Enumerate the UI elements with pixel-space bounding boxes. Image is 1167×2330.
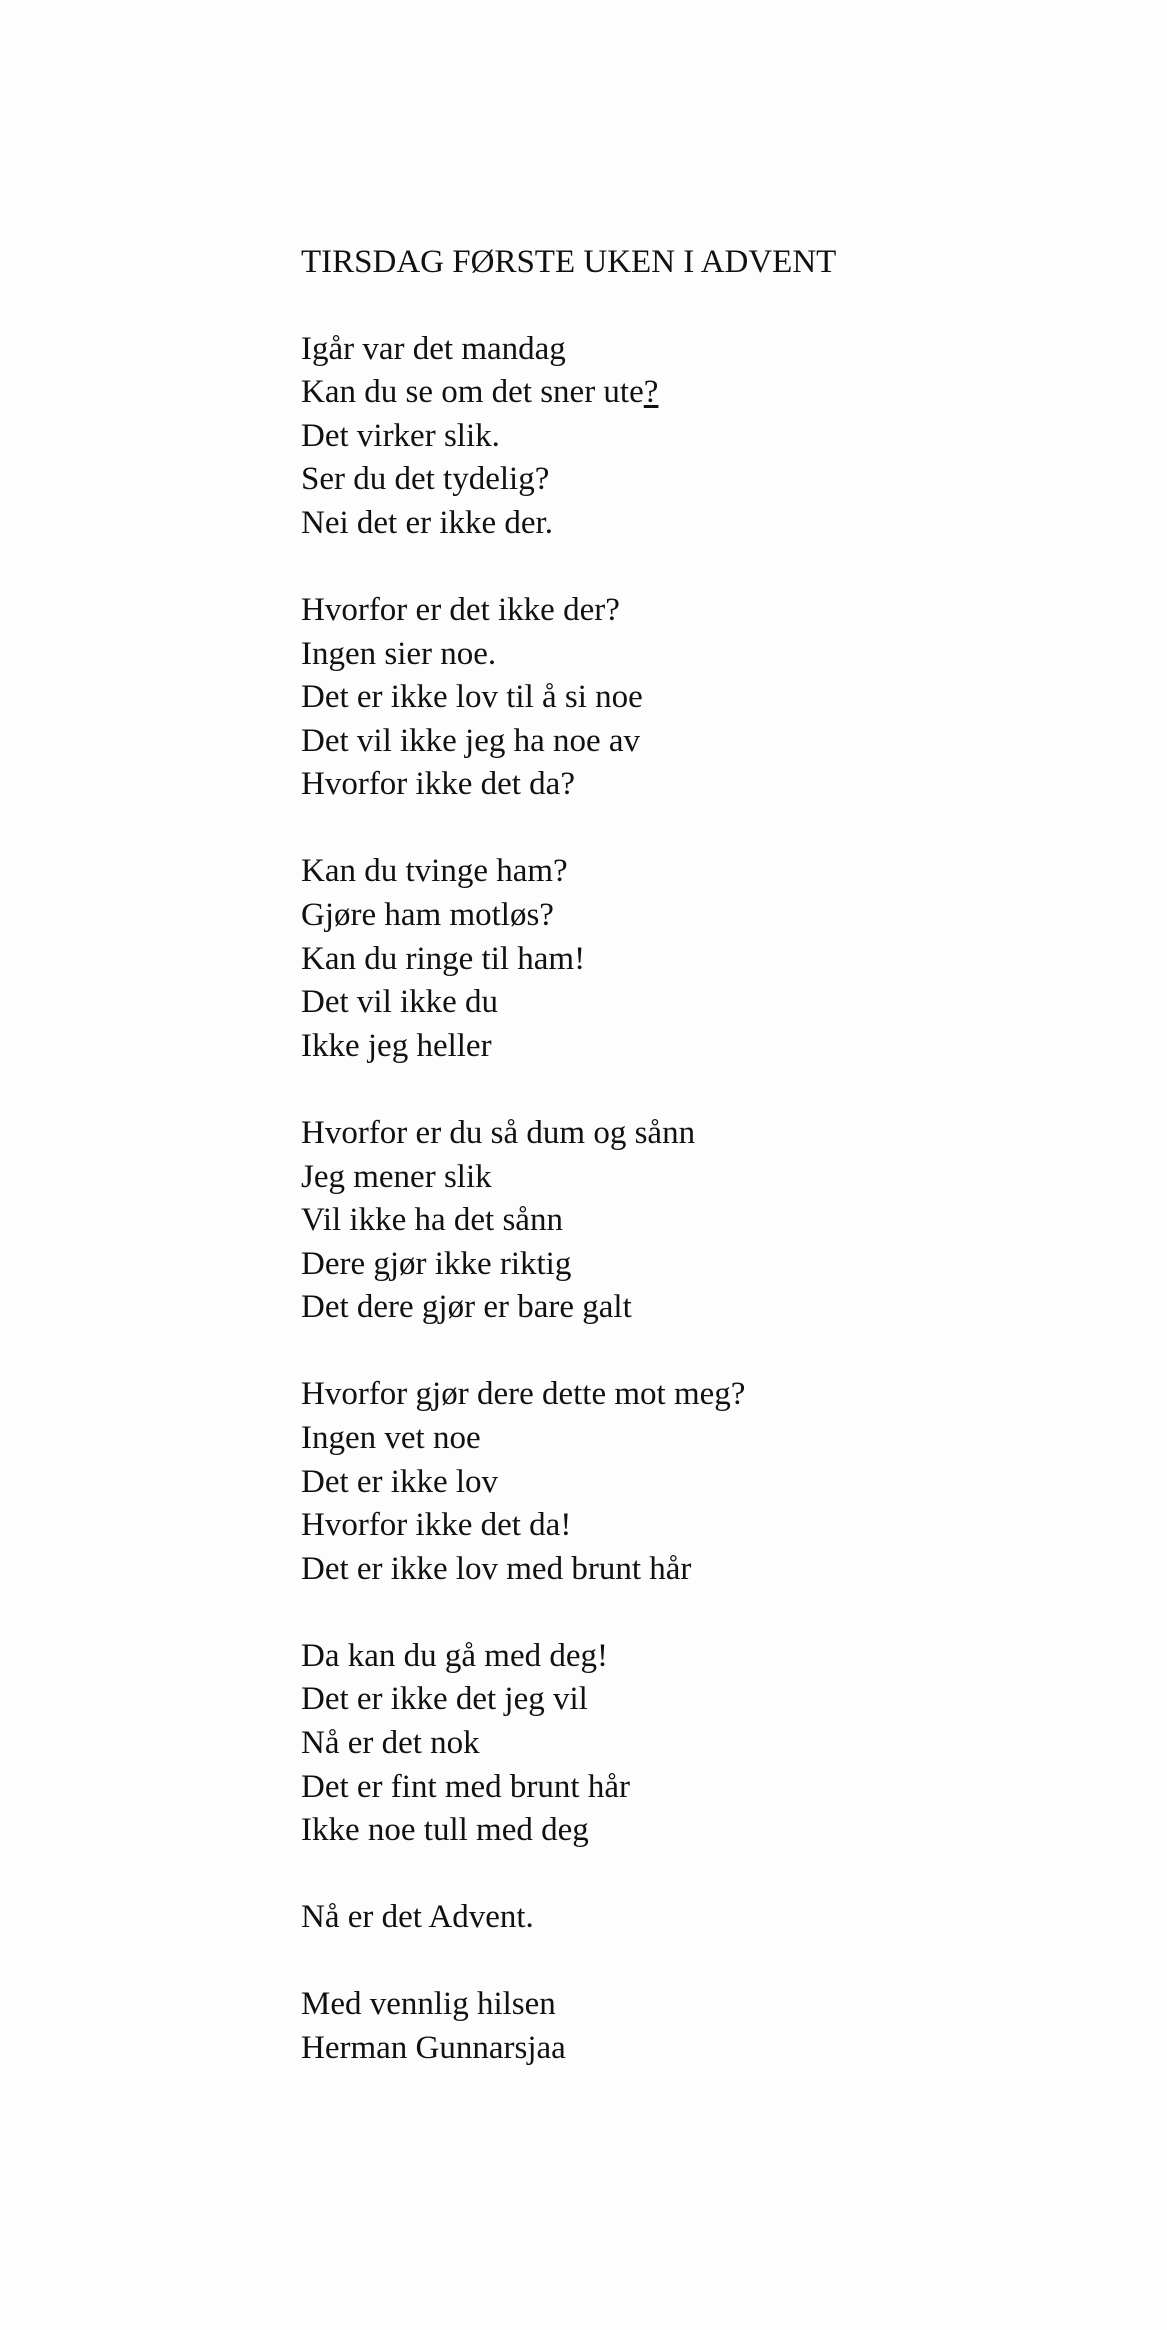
stanza-4 (301, 1112, 1081, 1330)
poem-line: Nå er det Advent. (301, 1899, 534, 1936)
signature-block (301, 1983, 1081, 2070)
poem-line: Hvorfor ikke det da? (301, 766, 575, 803)
poem-line: Hvorfor ikke det da! (301, 1507, 572, 1544)
poem-line: Dere gjør ikke riktig (301, 1245, 572, 1282)
poem-line: Det er ikke lov (301, 1463, 499, 1500)
poem-line: Gjøre ham motløs? (301, 897, 554, 934)
stanza-6 (301, 1635, 1081, 1853)
poem-line: Kan du ringe til ham! (301, 940, 586, 977)
poem-line: Ingen vet noe (301, 1419, 481, 1456)
poem-line: Det er fint med brunt hår (301, 1768, 630, 1805)
poem-line: Igår var det mandag (301, 330, 566, 367)
poem-line (301, 371, 1081, 415)
poem-line-text: Kan du se om det sner ute (301, 374, 644, 411)
poem-line: Jeg mener slik (301, 1158, 492, 1195)
poem-title: TIRSDAG FØRSTE UKEN I ADVENT (301, 244, 837, 280)
poem-line: Ikke jeg heller (301, 1027, 492, 1064)
poem-line: Nå er det nok (301, 1725, 480, 1762)
poem-line: Kan du tvinge ham? (301, 853, 568, 890)
signature-name: Herman Gunnarsjaa (301, 2030, 566, 2066)
poem-line: Hvorfor gjør dere dette mot meg? (301, 1376, 746, 1413)
poem-line: Det dere gjør er bare galt (301, 1289, 632, 1326)
poem-line: Hvorfor er du så dum og sånn (301, 1114, 696, 1151)
poem-line: Det virker slik. (301, 417, 500, 454)
poem-line: Ingen sier noe. (301, 635, 497, 672)
underlined-question-mark: ? (643, 374, 659, 411)
poem-line: Da kan du gå med deg! (301, 1637, 608, 1674)
stanza-7 (301, 1896, 1081, 1940)
poem-line: Ser du det tydelig? (301, 461, 550, 498)
poem-line: Det er ikke det jeg vil (301, 1681, 588, 1718)
poem-line: Det vil ikke du (301, 984, 499, 1021)
poem-line: Det vil ikke jeg ha noe av (301, 722, 641, 759)
poem (301, 240, 1081, 2114)
poem-line: Hvorfor er det ikke der? (301, 591, 620, 628)
poem-line: Vil ikke ha det sånn (301, 1202, 563, 1239)
poem-line: Det er ikke lov med brunt hår (301, 1550, 692, 1587)
poem-line: Nei det er ikke der. (301, 504, 553, 541)
stanza-2 (301, 589, 1081, 807)
stanza-5 (301, 1373, 1081, 1591)
poem-line: Det er ikke lov til å si noe (301, 679, 643, 716)
stanza-1 (301, 328, 1081, 546)
stanza-3 (301, 850, 1081, 1068)
poem-line: Ikke noe tull med deg (301, 1812, 589, 1849)
signature-closing: Med vennlig hilsen (301, 1986, 556, 2023)
